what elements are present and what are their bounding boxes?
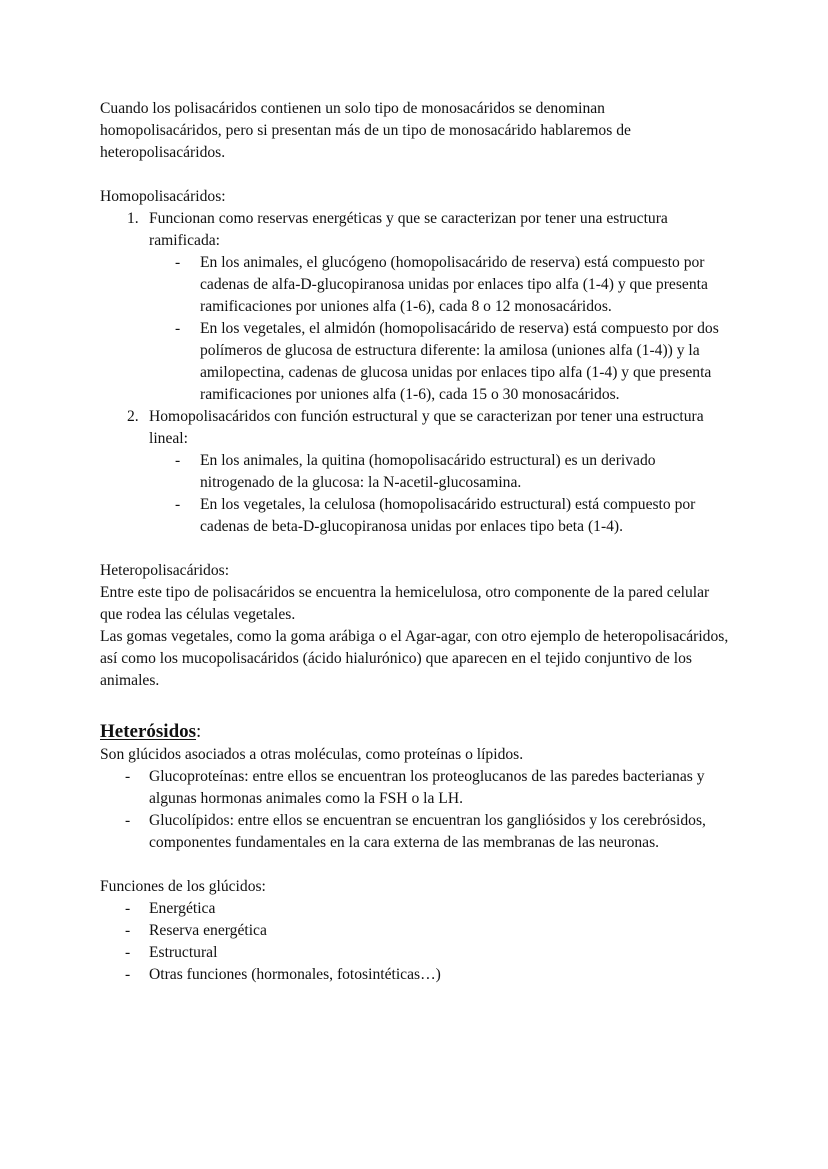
numbered-item-text: Funcionan como reservas energéticas y que se caracterizan por tener una estructura ramificada:: [149, 210, 668, 249]
sub-bullet-item: [100, 318, 730, 406]
document-page: [100, 98, 730, 986]
bullet-text: Glucolípidos: entre ellos se encuentran se encuentran los gangliósidos y los cerebrósidos, componentes fundamentales en la cara externa de las membranas de las neuronas.: [149, 812, 706, 851]
sub-bullet-item: [100, 494, 730, 538]
bullet-item: [100, 920, 730, 942]
heterosidos-heading: [100, 720, 730, 744]
bullet-item: [100, 810, 730, 854]
sub-bullet-text: En los vegetales, el almidón (homopolisacárido de reserva) está compuesto por dos polímeros de glucosa de estructura diferente: la amilosa (uniones alfa (1-4)) y la amilopectina, cadenas de glucosa unidas por enlaces tipo alfa (1-4) y que presenta ramificaciones por uniones alfa (1-6), cada 15 o 30 monosacáridos.: [200, 320, 719, 403]
numbered-item-1: [100, 208, 730, 252]
numbered-item-2: [100, 406, 730, 450]
dash-bullet-icon: -: [125, 812, 131, 829]
intro-paragraph: Cuando los polisacáridos contienen un solo tipo de monosacáridos se denominan homopolisacáridos, pero si presentan más de un tipo de monosacárido hablaremos de heteropolisacáridos.: [100, 100, 631, 161]
funciones-title: Funciones de los glúcidos:: [100, 878, 266, 895]
numbered-item-text: Homopolisacáridos con función estructural y que se caracterizan por tener una estructura lineal:: [149, 408, 704, 447]
bullet-text: Reserva energética: [149, 922, 267, 939]
sub-bullet-item: [100, 252, 730, 318]
bullet-item: [100, 964, 730, 986]
heading-colon: :: [196, 721, 202, 742]
sub-bullet-text: En los animales, el glucógeno (homopolisacárido de reserva) está compuesto por cadenas de alfa-D-glucopiranosa unidas por enlaces tipo alfa (1-4) y que presenta ramificaciones por uniones alfa (1-6), cada 8 o 12 monosacáridos.: [200, 254, 708, 315]
heading-text: Heterósidos: [100, 721, 197, 742]
dash-bullet-icon: -: [125, 922, 131, 939]
heteropolisacaridos-paragraph: Las gomas vegetales, como la goma arábiga o el Agar-agar, con otro ejemplo de heteropolisacáridos, así como los mucopolisacáridos (ácido hialurónico) que aparecen en el tejido conjuntivo de los animales.: [100, 628, 729, 689]
sub-bullet-text: En los vegetales, la celulosa (homopolisacárido estructural) está compuesto por cadenas de beta-D-glucopiranosa unidas por enlaces tipo beta (1-4).: [200, 496, 696, 535]
bullet-text: Glucoproteínas: entre ellos se encuentran los proteoglucanos de las paredes bacterianas y algunas hormonas animales como la FSH o la LH.: [149, 768, 705, 807]
sub-bullet-text: En los animales, la quitina (homopolisacárido estructural) es un derivado nitrogenado de la glucosa: la N-acetil-glucosamina.: [200, 452, 656, 491]
bullet-item: [100, 942, 730, 964]
dash-bullet-icon: -: [125, 900, 131, 917]
homopolisacaridos-title: Homopolisacáridos:: [100, 188, 226, 205]
bullet-text: Estructural: [149, 944, 218, 961]
blank-line: [100, 692, 730, 714]
sub-bullet-item: [100, 450, 730, 494]
bullet-text: Energética: [149, 900, 216, 917]
list-number: 1.: [127, 210, 139, 227]
dash-bullet-icon: -: [125, 944, 131, 961]
heteropolisacaridos-title: Heteropolisacáridos:: [100, 562, 230, 579]
heteropolisacaridos-paragraph: Entre este tipo de polisacáridos se encuentra la hemicelulosa, otro componente de la pared celular que rodea las células vegetales.: [100, 584, 710, 623]
dash-bullet-icon: -: [125, 966, 131, 983]
dash-bullet-icon: -: [175, 496, 181, 513]
dash-bullet-icon: -: [175, 452, 181, 469]
dash-bullet-icon: -: [175, 320, 181, 337]
list-number: 2.: [127, 408, 139, 425]
bullet-item: [100, 898, 730, 920]
blank-line: [100, 164, 730, 186]
dash-bullet-icon: -: [125, 768, 131, 785]
blank-line: [100, 854, 730, 876]
heterosidos-intro: Son glúcidos asociados a otras moléculas, como proteínas o lípidos.: [100, 746, 524, 763]
bullet-item: [100, 766, 730, 810]
blank-line: [100, 538, 730, 560]
bullet-text: Otras funciones (hormonales, fotosintéticas…): [149, 966, 441, 983]
dash-bullet-icon: -: [175, 254, 181, 271]
